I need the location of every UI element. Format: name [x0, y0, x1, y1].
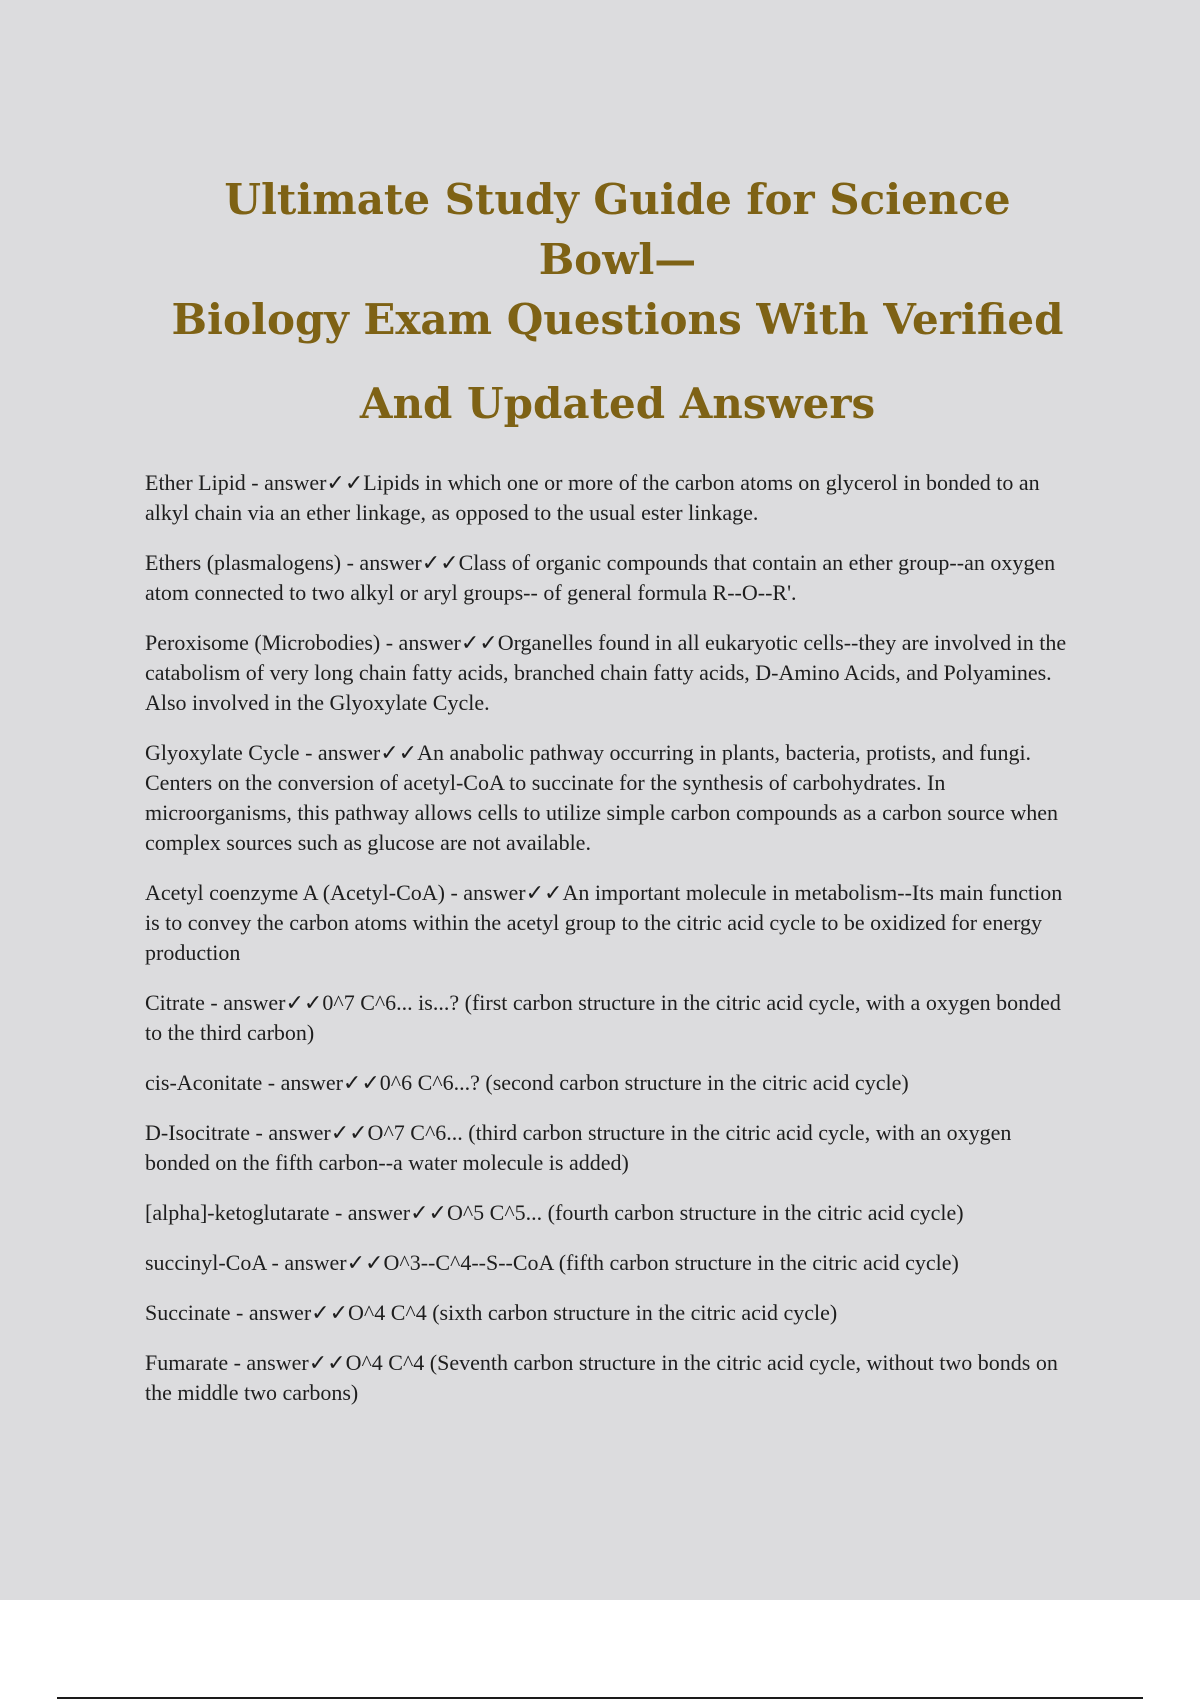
qa-entry-fumarate: Fumarate - answer✓✓O^4 C^4 (Seventh carbon structure in the citric acid cycle, without two bonds on the middle two carbons)	[145, 1350, 1058, 1405]
qa-entry-succinyl-coa: succinyl-CoA - answer✓✓O^3--C^4--S--CoA (fifth carbon structure in the citric acid cycle)	[145, 1250, 959, 1275]
document-title	[160, 170, 1075, 434]
title-line: Biology Exam Questions With Verified	[171, 295, 1064, 344]
page-divider	[57, 1697, 1143, 1699]
title-line: Ultimate Study Guide for Science Bowl—	[224, 175, 1011, 284]
qa-entry-d-isocitrate: D-Isocitrate - answer✓✓O^7 C^6... (third carbon structure in the citric acid cycle, with an oxygen bonded on the fifth carbon--a water molecule is added)	[145, 1120, 1012, 1175]
qa-entry-ethers: Ethers (plasmalogens) - answer✓✓Class of organic compounds that contain an ether group--an oxygen atom connected to two alkyl or aryl groups-- of general formula R--O--R'.	[145, 550, 1056, 605]
qa-entry-peroxisome: Peroxisome (Microbodies) - answer✓✓Organelles found in all eukaryotic cells--they are involved in the catabolism of very long chain fatty acids, branched chain fatty acids, D-Amino Acids, and Polyamines. Also involved in the Glyoxylate Cycle.	[145, 630, 1067, 715]
qa-entry-cis-aconitate: cis-Aconitate - answer✓✓0^6 C^6...? (second carbon structure in the citric acid cycle)	[145, 1070, 909, 1095]
qa-entry-citrate: Citrate - answer✓✓0^7 C^6... is...? (first carbon structure in the citric acid cycle, with a oxygen bonded to the third carbon)	[145, 990, 1061, 1045]
qa-entry-succinate: Succinate - answer✓✓O^4 C^4 (sixth carbon structure in the citric acid cycle)	[145, 1300, 838, 1325]
qa-entry-glyoxylate-cycle: Glyoxylate Cycle - answer✓✓An anabolic pathway occurring in plants, bacteria, protists, and fungi. Centers on the conversion of acetyl-CoA to succinate for the synthesis of carbohydrates. In microorganisms, this pathway allows cells to utilize simple carbon compounds as a carbon source when complex sources such as glucose are not available.	[145, 740, 1058, 855]
qa-entry-alpha-ketoglutarate: [alpha]-ketoglutarate - answer✓✓O^5 C^5... (fourth carbon structure in the citric acid cycle)	[145, 1200, 964, 1225]
qa-entry-ether-lipid: Ether Lipid - answer✓✓Lipids in which one or more of the carbon atoms on glycerol in bonded to an alkyl chain via an ether linkage, as opposed to the usual ester linkage.	[145, 470, 1040, 525]
qa-list	[145, 468, 1080, 1428]
title-line: And Updated Answers	[359, 379, 876, 428]
qa-entry-acetyl-coa: Acetyl coenzyme A (Acetyl-CoA) - answer✓✓An important molecule in metabolism--Its main function is to convey the carbon atoms within the acetyl group to the citric acid cycle to be oxidized for energy production	[145, 880, 1063, 965]
